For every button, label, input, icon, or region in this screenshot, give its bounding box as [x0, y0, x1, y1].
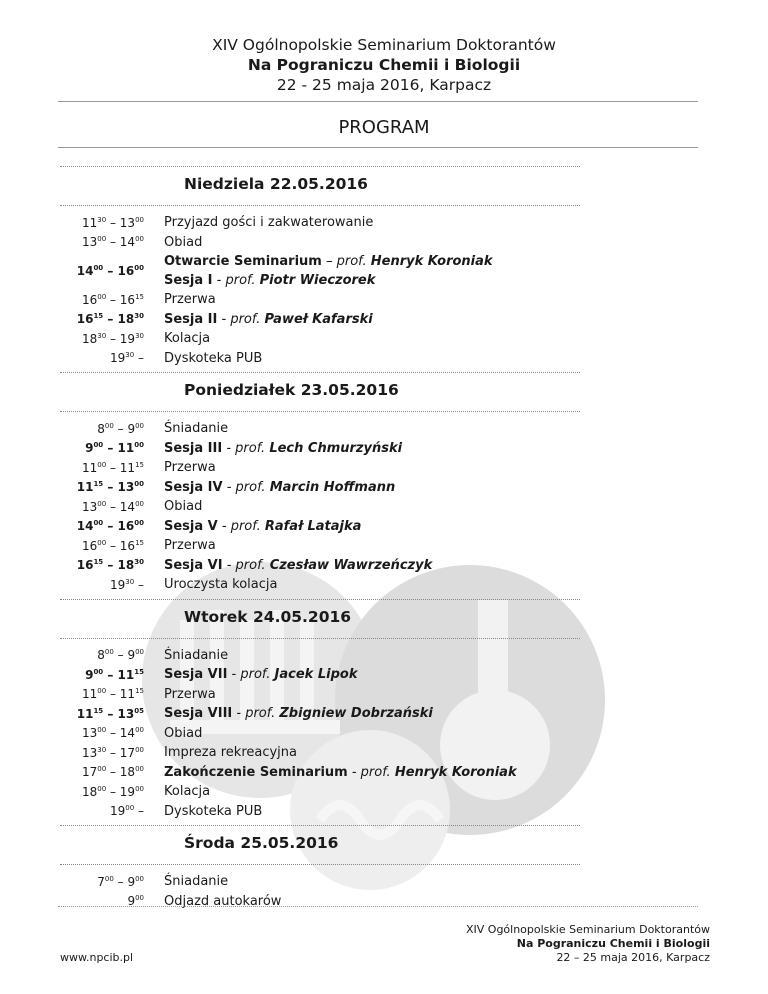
schedule-event: Kolacja: [164, 331, 211, 347]
schedule-event: Przerwa: [164, 686, 216, 702]
schedule-row: [60, 724, 580, 744]
schedule-time: $11^{00} - 11^{15}$: [81, 460, 144, 475]
schedule-time: $9^{00} - 11^{15}$: [85, 667, 144, 682]
schedule-row: [60, 458, 580, 478]
schedule-row: [60, 802, 580, 822]
day-section: [60, 825, 580, 915]
schedule-event: Obiad: [164, 725, 203, 741]
schedule-event: Dyskoteka PUB: [164, 350, 263, 366]
schedule-event: Śniadanie: [164, 421, 229, 437]
schedule-time: $11^{15} - 13^{00}$: [76, 480, 144, 495]
schedule-time: $14^{00} - 16^{00}$: [76, 264, 144, 278]
footer-divider: [58, 906, 698, 907]
day-section: [60, 372, 580, 599]
schedule-row: [60, 497, 580, 517]
schedule-event: Obiad: [164, 499, 203, 515]
schedule-time: $18^{30} - 19^{30}$: [81, 331, 144, 346]
schedule-row: [60, 782, 580, 802]
schedule-row: [60, 704, 580, 724]
footer-seminar-subtitle: Na Pograniczu Chemii i Biologii: [516, 937, 710, 950]
schedule-row: [60, 556, 580, 576]
schedule-time: $13^{00} - 14^{00}$: [81, 235, 144, 250]
schedule-time: $9^{00} - 11^{00}$: [85, 441, 144, 456]
schedule-event: Śniadanie: [164, 647, 229, 663]
program-divider: [58, 147, 698, 148]
schedule-event: Sesja VIII - prof. Zbigniew Dobrzański: [164, 706, 433, 722]
schedule-row: [60, 252, 580, 290]
schedule-time: $19^{00}$ –: [109, 804, 144, 819]
schedule-time: $11^{00} - 11^{15}$: [81, 687, 144, 702]
schedule-row: [60, 329, 580, 349]
day-title: Poniedziałek 23.05.2016: [184, 381, 399, 399]
schedule-event: Kolacja: [164, 784, 211, 800]
day-title: Niedziela 22.05.2016: [184, 175, 368, 193]
schedule-row: [60, 536, 580, 556]
schedule-event: Uroczysta kolacja: [164, 577, 278, 593]
schedule-event: Impreza rekreacyjna: [164, 745, 297, 761]
schedule-event: Sesja II - prof. Paweł Kafarski: [164, 311, 373, 327]
schedule-time: $19^{30}$ –: [109, 351, 144, 366]
schedule-row: [60, 517, 580, 537]
schedule-event: Zakończenie Seminarium - prof. Henryk Koroniak: [164, 764, 517, 780]
schedule-time: $11^{30} - 13^{00}$: [81, 215, 144, 230]
schedule-time: $8^{00} - 9^{00}$: [97, 421, 144, 436]
schedule-time: $11^{15} - 13^{05}$: [76, 706, 144, 721]
schedule-time: $16^{00} - 16^{15}$: [81, 292, 144, 307]
schedule-time: $16^{15} - 18^{30}$: [76, 312, 144, 327]
schedule-event: Przyjazd gości i zakwaterowanie: [164, 215, 374, 231]
schedule-event: Śniadanie: [164, 874, 229, 890]
schedule-time: $9^{00}$: [127, 894, 144, 909]
day-header: [60, 600, 580, 639]
schedule-row: [60, 349, 580, 369]
schedule-row: [60, 213, 580, 233]
schedule-event: Przerwa: [164, 538, 216, 554]
schedule-event: Przerwa: [164, 292, 216, 308]
schedule-row: [60, 665, 580, 685]
schedule-row: [60, 763, 580, 783]
schedule-event: Dyskoteka PUB: [164, 803, 263, 819]
header-seminar-dates: 22 - 25 maja 2016, Karpacz: [276, 76, 492, 94]
day-header: [60, 373, 580, 412]
schedule-event: Sesja IV - prof. Marcin Hoffmann: [164, 479, 396, 495]
schedule-time: $19^{30}$ –: [109, 577, 144, 592]
schedule-row: [60, 892, 580, 912]
schedule-row: [60, 646, 580, 666]
schedule-event: Otwarcie Seminarium – prof. Henryk Koroniak Sesja I - prof. Piotr Wieczorek: [164, 254, 493, 288]
schedule-event: Sesja VI - prof. Czesław Wawrzeńczyk: [164, 557, 433, 573]
header-seminar-title: XIV Ogólnopolskie Seminarium Doktorantów: [212, 36, 556, 54]
schedule-time: $13^{30} - 17^{00}$: [81, 745, 144, 760]
schedule-event: Odjazd autokarów: [164, 893, 282, 909]
schedule-row: [60, 685, 580, 705]
header-divider: [58, 101, 698, 102]
footer-website: www.npcib.pl: [60, 951, 134, 964]
schedule-time: $16^{00} - 16^{15}$: [81, 538, 144, 553]
day-title: Środa 25.05.2016: [184, 834, 339, 852]
schedule-row: [60, 290, 580, 310]
day-title: Wtorek 24.05.2016: [184, 607, 352, 626]
schedule-row: [60, 743, 580, 763]
schedule-row: [60, 575, 580, 595]
footer-seminar-dates: 22 – 25 maja 2016, Karpacz: [556, 951, 710, 964]
program-title: PROGRAM: [338, 117, 430, 138]
schedule-time: $18^{00} - 19^{00}$: [81, 784, 144, 799]
schedule-row: [60, 310, 580, 330]
schedule-row: [60, 478, 580, 498]
day-section: [60, 166, 580, 372]
schedule: [60, 166, 580, 915]
schedule-row: [60, 872, 580, 892]
header-seminar-subtitle: Na Pograniczu Chemii i Biologii: [247, 56, 521, 74]
schedule-row: [60, 439, 580, 459]
schedule-time: $7^{00} - 9^{00}$: [97, 874, 144, 889]
schedule-time: $14^{00} - 16^{00}$: [76, 519, 144, 534]
day-section: [60, 599, 580, 826]
schedule-event: Sesja VII - prof. Jacek Lipok: [164, 667, 358, 683]
schedule-event: Sesja V - prof. Rafał Latajka: [164, 518, 362, 534]
schedule-event: Przerwa: [164, 460, 216, 476]
day-header: [60, 826, 580, 865]
schedule-event: Sesja III - prof. Lech Chmurzyński: [164, 440, 403, 456]
schedule-time: $17^{00} - 18^{00}$: [81, 765, 144, 780]
footer-seminar-title: XIV Ogólnopolskie Seminarium Doktorantów: [465, 923, 710, 936]
schedule-time: $16^{15} - 18^{30}$: [76, 558, 144, 573]
schedule-time: $13^{00} - 14^{00}$: [81, 726, 144, 741]
schedule-time: $13^{00} - 14^{00}$: [81, 499, 144, 514]
schedule-time: $8^{00} - 9^{00}$: [97, 648, 144, 663]
schedule-event: Obiad: [164, 234, 203, 250]
schedule-row: [60, 419, 580, 439]
day-header: [60, 167, 580, 206]
schedule-row: [60, 233, 580, 253]
